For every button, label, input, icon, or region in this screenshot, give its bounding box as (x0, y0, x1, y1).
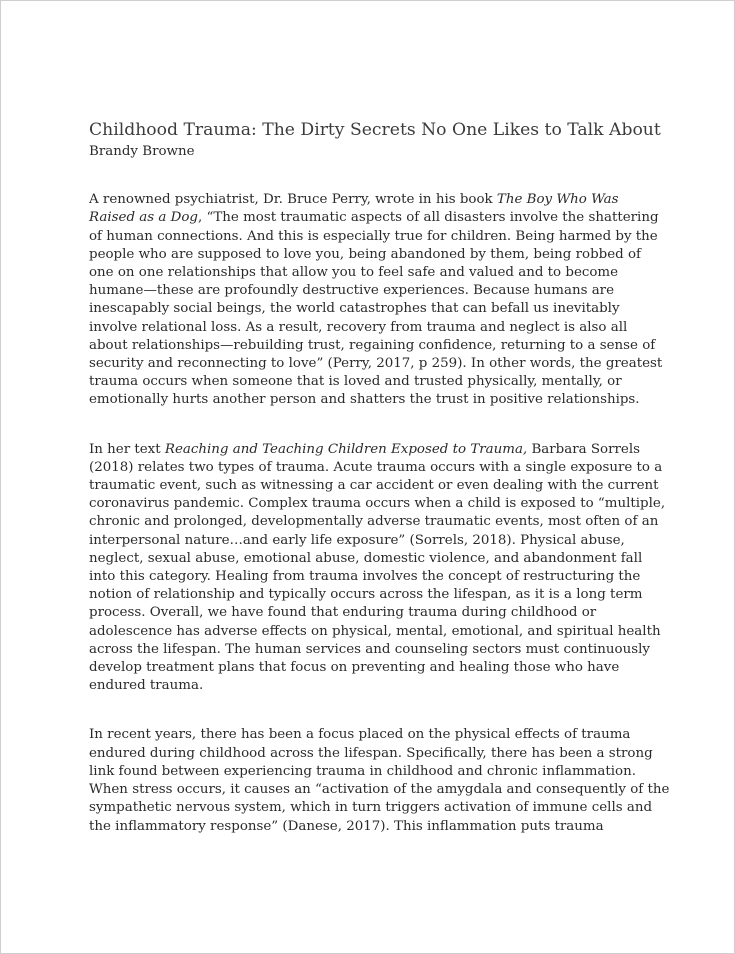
book-title: The Boy Who Was (496, 192, 619, 208)
paragraph-line: Raised as a Dog, “The most traumatic aspects of all disasters involve the shattering (89, 210, 659, 226)
paragraph-line: endured trauma. (89, 678, 204, 694)
document-body (89, 117, 670, 836)
paragraph-line: When stress occurs, it causes an “activation of the amygdala and consequently of the (89, 782, 670, 798)
paragraph-line: traumatic event, such as witnessing a car accident or even dealing with the current (89, 478, 659, 494)
paragraph-line: one on one relationships that allow you to feel safe and valued and to become (89, 265, 619, 281)
paragraph-line: link found between experiencing trauma in childhood and chronic inflammation. (89, 763, 636, 779)
paragraph-line: into this category. Healing from trauma involves the concept of restructuring the (89, 569, 641, 585)
paragraph-line: adolescence has adverse effects on physical, mental, emotional, and spiritual health (89, 623, 661, 639)
paragraph-1 (89, 191, 663, 409)
paragraph-line: the inflammatory response” (Danese, 2017). This inflammation puts trauma (89, 818, 604, 834)
paragraph-line: trauma occurs when someone that is loved and trusted physically, mentally, or (89, 374, 622, 390)
paragraph-2 (89, 441, 666, 696)
paragraph-line: interpersonal nature…and early life exposure” (Sorrels, 2018). Physical abuse, (89, 532, 625, 548)
paragraph-line: security and reconnecting to love” (Perry, 2017, p 259). In other words, the greatest (89, 356, 663, 372)
paragraph-line: of human connections. And this is especially true for children. Being harmed by the (89, 228, 658, 244)
book-title: Reaching and Teaching Children Exposed to Trauma, (164, 441, 528, 457)
paragraph-line: sympathetic nervous system, which in turn triggers activation of immune cells and (89, 800, 653, 816)
paragraph-line: notion of relationship and typically occurs across the lifespan, as it is a long term (89, 587, 643, 603)
paragraph-line: coronavirus pandemic. Complex trauma occurs when a child is exposed to “multiple, (89, 496, 666, 512)
paragraph-line: neglect, sexual abuse, emotional abuse, domestic violence, and abandonment fall (89, 550, 643, 566)
author-name: Brandy Browne (89, 144, 195, 159)
document-title: Childhood Trauma: The Dirty Secrets No One Likes to Talk About (89, 120, 661, 140)
paragraph-line: process. Overall, we have found that enduring trauma during childhood or (89, 605, 597, 621)
book-title: Raised as a Dog (89, 210, 199, 226)
paragraph-line: involve relational loss. As a result, recovery from trauma and neglect is also all (89, 319, 628, 335)
paragraph-line: A renowned psychiatrist, Dr. Bruce Perry, wrote in his book The Boy Who Was (89, 192, 619, 208)
paragraph-line: inescapably social beings, the world catastrophes that can befall us inevitably (89, 301, 620, 317)
paragraph-line: (2018) relates two types of trauma. Acute trauma occurs with a single exposure to a (89, 459, 663, 475)
paragraph-line: endured during childhood across the lifespan. Specifically, there has been a strong (89, 745, 653, 761)
paragraph-line: across the lifespan. The human services and counseling sectors must continuously (89, 641, 650, 657)
paragraph-line: people who are supposed to love you, being abandoned by them, being robbed of (89, 246, 641, 262)
paragraph-line: In her text Reaching and Teaching Children Exposed to Trauma, Barbara Sorrels (89, 441, 640, 457)
paragraph-line: about relationships—rebuilding trust, regaining confidence, returning to a sense of (89, 337, 656, 353)
paragraph-line: In recent years, there has been a focus placed on the physical effects of trauma (89, 727, 631, 743)
paragraph-line: develop treatment plans that focus on preventing and healing those who have (89, 660, 620, 676)
paragraph-line: humane—these are profoundly destructive experiences. Because humans are (89, 283, 615, 299)
paragraph-line: chronic and prolonged, developmentally adverse traumatic events, most often of an (89, 514, 659, 530)
paragraph-line: emotionally hurts another person and shatters the trust in positive relationships. (89, 392, 640, 408)
paragraph-3 (89, 726, 670, 835)
